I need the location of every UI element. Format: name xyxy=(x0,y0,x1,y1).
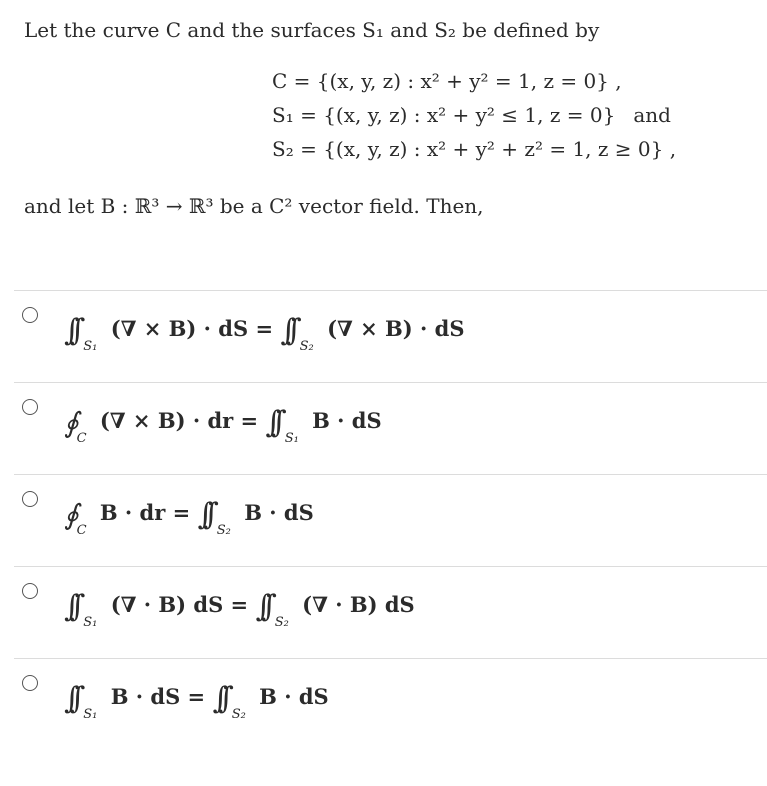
radio-button-3[interactable] xyxy=(22,491,38,507)
rhs-domain: S₂ xyxy=(299,339,314,354)
rhs-expression: (∇ · B) dS xyxy=(302,592,415,617)
lhs-domain: S₁ xyxy=(83,707,98,722)
definition-s1 xyxy=(272,98,676,132)
option-1[interactable] xyxy=(14,290,767,382)
definition-s1-text: S₁ = {(x, y, z) : x² + y² ≤ 1, z = 0} xyxy=(272,103,616,127)
answer-options xyxy=(14,290,767,750)
definition-c-text: C = {(x, y, z) : x² + y² = 1, z = 0} , xyxy=(272,69,622,93)
contour-integral-icon: ∮ xyxy=(64,498,79,531)
lhs-domain: S₁ xyxy=(83,339,98,354)
radio-button-2[interactable] xyxy=(22,399,38,415)
option-5[interactable] xyxy=(14,658,767,750)
double-integral-icon: ∫∫ xyxy=(64,589,76,624)
option-3-formula xyxy=(64,493,314,538)
option-2-formula xyxy=(64,401,382,446)
definition-s2 xyxy=(272,132,676,166)
double-integral-icon: ∫∫ xyxy=(265,405,277,440)
option-4[interactable] xyxy=(14,566,767,658)
lhs-expression: B · dr = xyxy=(99,500,191,525)
rhs-domain: S₂ xyxy=(231,707,246,722)
question-intro: Let the curve C and the surfaces S₁ and S₂ be defined by xyxy=(24,18,600,42)
definition-c xyxy=(272,64,676,98)
lhs-expression: (∇ × B) · dS = xyxy=(110,316,274,341)
rhs-expression: B · dS xyxy=(244,500,314,525)
double-integral-icon: ∫∫ xyxy=(212,681,224,716)
lhs-expression: B · dS = xyxy=(110,684,206,709)
option-1-formula xyxy=(64,309,465,354)
lhs-expression: (∇ × B) · dr = xyxy=(99,408,259,433)
lhs-domain: C xyxy=(76,431,87,446)
set-definitions xyxy=(272,64,676,166)
radio-button-1[interactable] xyxy=(22,307,38,323)
radio-button-4[interactable] xyxy=(22,583,38,599)
rhs-domain: S₂ xyxy=(216,523,231,538)
double-integral-icon: ∫∫ xyxy=(64,313,76,348)
contour-integral-icon: ∮ xyxy=(64,406,79,439)
radio-button-5[interactable] xyxy=(22,675,38,691)
rhs-domain: S₂ xyxy=(274,615,289,630)
rhs-expression: B · dS xyxy=(312,408,382,433)
lhs-domain: C xyxy=(76,523,87,538)
question-outro: and let B : ℝ³ → ℝ³ be a C² vector field. Then, xyxy=(24,194,484,218)
lhs-expression: (∇ · B) dS = xyxy=(110,592,249,617)
definition-s2-text: S₂ = {(x, y, z) : x² + y² + z² = 1, z ≥ 0} , xyxy=(272,137,677,161)
option-3[interactable] xyxy=(14,474,767,566)
double-integral-icon: ∫∫ xyxy=(197,497,209,532)
option-5-formula xyxy=(64,677,329,722)
option-2[interactable] xyxy=(14,382,767,474)
double-integral-icon: ∫∫ xyxy=(280,313,292,348)
option-4-formula xyxy=(64,585,415,630)
double-integral-icon: ∫∫ xyxy=(64,681,76,716)
rhs-domain: S₁ xyxy=(284,431,299,446)
rhs-expression: (∇ × B) · dS xyxy=(327,316,465,341)
double-integral-icon: ∫∫ xyxy=(255,589,267,624)
rhs-expression: B · dS xyxy=(259,684,329,709)
definition-and-word: and xyxy=(633,103,671,127)
lhs-domain: S₁ xyxy=(83,615,98,630)
